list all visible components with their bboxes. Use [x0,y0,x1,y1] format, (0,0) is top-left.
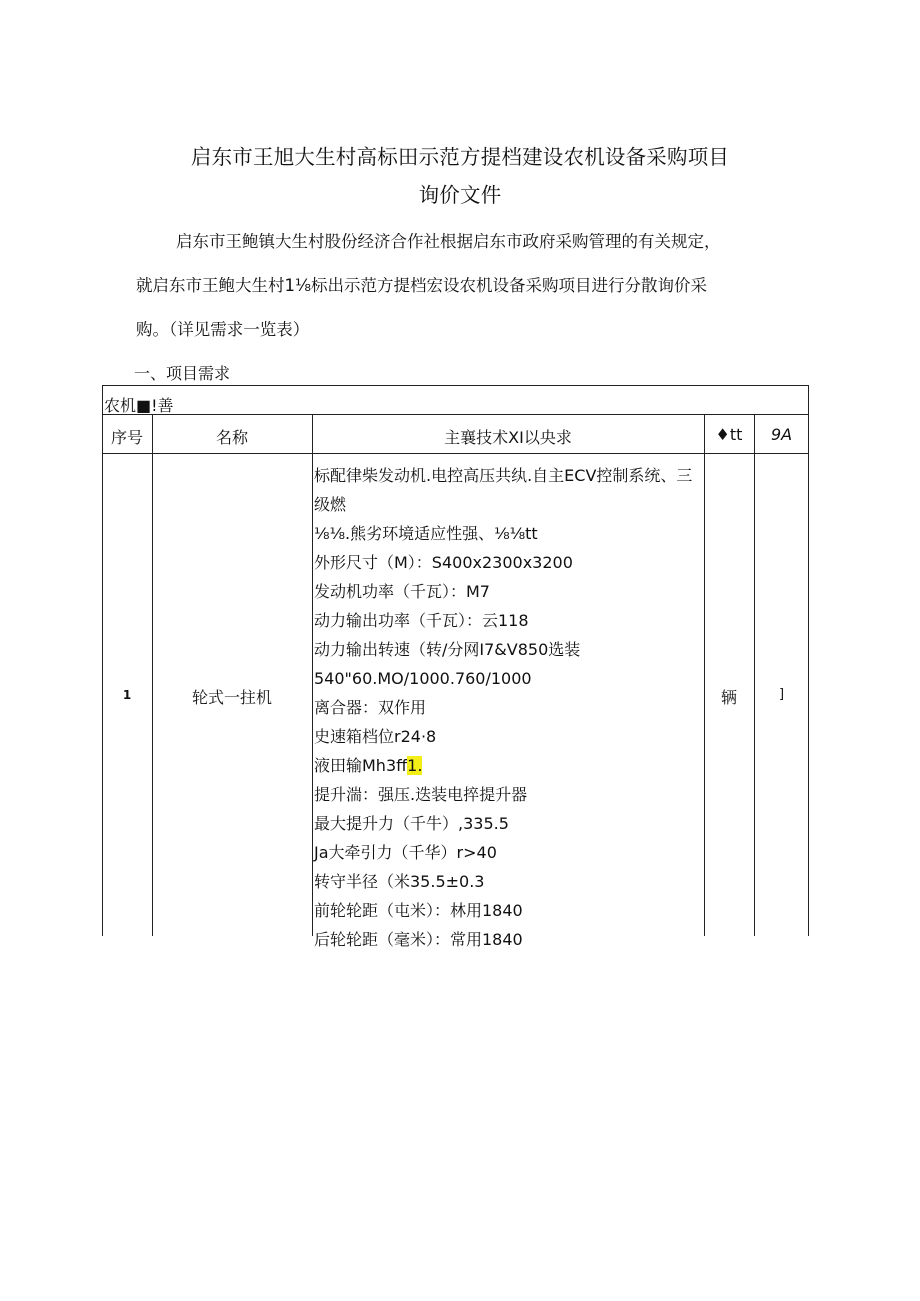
header-name: 名称 [215,428,248,447]
table-border-left [102,385,103,936]
header-qty: 9A [770,425,793,444]
row-qty: ] [778,687,785,702]
document-title: 启东市王旭大生村高标田示范方提档建设农机设备采购项目 [190,145,730,169]
spec-line: 动力输出功率（千瓦）：云118 [314,611,529,630]
row-seq: 1 [122,688,132,702]
table-border-category [102,414,809,415]
intro-paragraph-line-3: 购。（详见需求一览表） [136,320,310,339]
header-spec: 主襄技术XI以央求 [444,428,572,447]
spec-line: 最大提升力（千牛）,335.5 [314,814,509,833]
table-category: 农机■!善 [104,396,174,415]
intro-paragraph-line-2: 就启东市王鲍大生村1⅛标出示范方提档宏设农机设备采购项目进行分散询价采 [136,276,707,295]
spec-line: 史速箱档位r24·8 [314,727,437,746]
spec-line: 发动机功率（千瓦）：M7 [314,582,490,601]
spec-line-text: 液田输Mh3ff [314,756,408,775]
spec-line: 提升湍：强压.迭装电捽提升器 [314,785,528,804]
table-col-divider [754,414,755,936]
table-col-divider [312,414,313,936]
table-border-header [102,453,809,454]
spec-line: 动力输出转速（转/分网I7&V850选装540"60.MO/1000.760/1000 [314,640,581,688]
table-col-divider [152,414,153,936]
spec-line: ⅛⅛.熊劣环境适应性强、⅛⅛tt [314,524,538,543]
table-col-divider [704,414,705,936]
highlighted-text: 1. [407,756,423,775]
section-heading: 一、项目需求 [134,364,231,383]
document-subtitle: 询价文件 [418,183,502,207]
row-unit: 辆 [720,688,737,707]
spec-line: 前轮轮距（屯米）：林用1840 [314,901,523,920]
spec-list [314,461,704,954]
spec-line [314,751,704,780]
spec-line: 后轮轮距（毫米）：常用1840 [314,930,523,949]
requirements-table [102,385,809,949]
table-border-right [808,385,809,936]
table-border-top [102,385,809,386]
spec-line: 外形尺寸（M）：S400x2300x3200 [314,553,573,572]
header-unit: ♦tt [715,425,743,444]
spec-line: 转守半径（米35.5±0.3 [314,872,485,891]
header-seq: 序号 [110,428,143,447]
spec-line: Ja大牵引力（千华）r>40 [314,843,497,862]
spec-line: 标配律柴发动机.电控高压共纨.自主ECV控制系统、三级燃 [314,466,693,514]
intro-paragraph-line-1: 启东市王鲍镇大生村股份经济合作社根据启东市政府采购管理的有关规定， [176,232,721,251]
spec-line: 离合器：双作用 [314,698,427,717]
row-name: 轮式一拄机 [191,688,272,707]
